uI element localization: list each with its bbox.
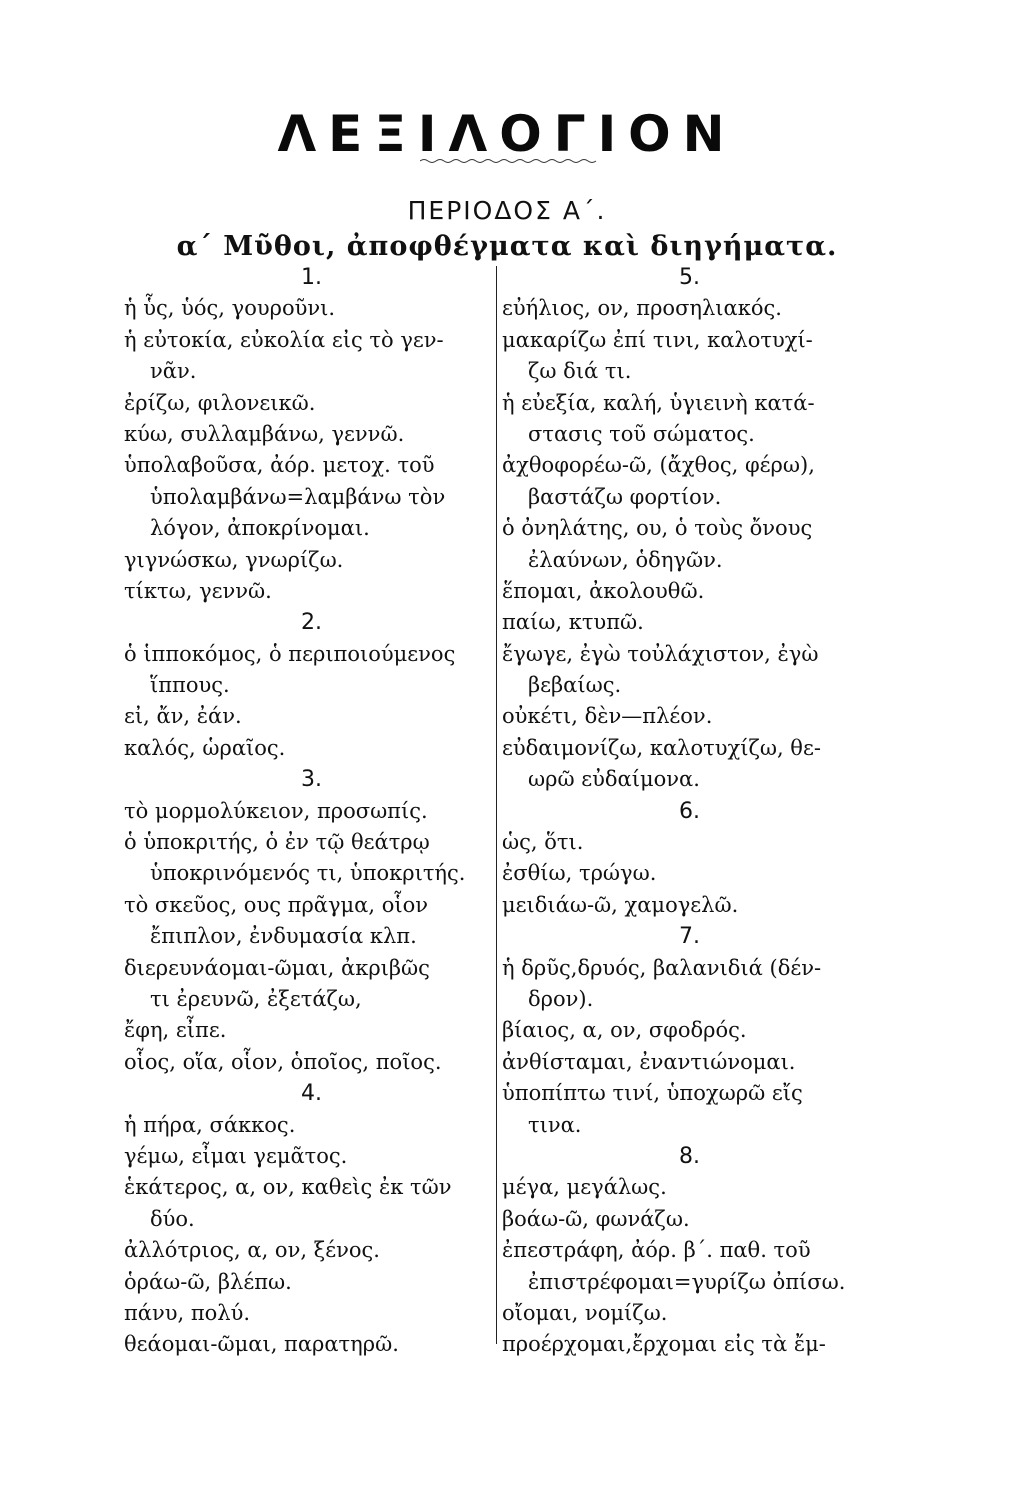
glossary-entry: θεάομαι-ῶμαι, παρατηρῶ. bbox=[124, 1332, 399, 1357]
glossary-entry: οἷος, οἵα, οἷον, ὁποῖος, ποῖος. bbox=[124, 1049, 442, 1074]
entry-continuation: νᾶν. bbox=[150, 359, 197, 384]
glossary-entry: ἀνθίσταμαι, ἐναντιώνομαι. bbox=[502, 1049, 796, 1074]
entry-continuation: στασις τοῦ σώματος. bbox=[528, 421, 755, 446]
glossary-entry: ὁ ὀνηλάτης, ου, ὁ τοὺς ὄνους bbox=[502, 516, 813, 541]
glossary-entry: καλός, ὡραῖος. bbox=[124, 735, 286, 760]
section-number: 3. bbox=[301, 767, 322, 793]
section-number: 8. bbox=[679, 1143, 700, 1169]
entry-continuation: λόγον, ἀποκρίνομαι. bbox=[150, 516, 370, 541]
glossary-entry: μακαρίζω ἐπί τινι, καλοτυχί- bbox=[502, 327, 813, 352]
glossary-entry: παίω, κτυπῶ. bbox=[502, 610, 644, 635]
left-column bbox=[124, 262, 499, 1361]
glossary-entry: πάνυ, πολύ. bbox=[124, 1300, 251, 1325]
glossary-entry: μειδιάω-ῶ, χαμογελῶ. bbox=[502, 892, 739, 917]
glossary-entry: διερευνάομαι-ῶμαι, ἀκριβῶς bbox=[124, 955, 430, 980]
glossary-entry: γιγνώσκω, γνωρίζω. bbox=[124, 547, 344, 572]
section-number: 2. bbox=[301, 610, 322, 636]
glossary-entry: οὐκέτι, δὲν—πλέον. bbox=[502, 704, 713, 729]
glossary-entry: εὐήλιος, ον, προσηλιακός. bbox=[502, 296, 782, 321]
glossary-entry: ἕπομαι, ἀκολουθῶ. bbox=[502, 578, 705, 603]
page-title: ΛΕΞΙΛΟΓΙΟΝ bbox=[277, 105, 737, 163]
entry-continuation: δύο. bbox=[150, 1206, 195, 1231]
glossary-entry: ἑκάτερος, α, ον, καθεὶς ἐκ τῶν bbox=[124, 1175, 452, 1200]
glossary-entry: ἡ εὐεξία, καλή, ὑγιεινὴ κατά- bbox=[502, 390, 815, 415]
entry-continuation: ζω διά τι. bbox=[528, 359, 632, 384]
entry-continuation: ἐλαύνων, ὁδηγῶν. bbox=[528, 547, 723, 572]
entry-continuation: ὑποκρινόμενός τι, ὑποκριτής. bbox=[150, 861, 466, 886]
entry-continuation: ἵππους. bbox=[150, 673, 230, 698]
entry-continuation: δρον). bbox=[528, 986, 594, 1011]
glossary-entry: ἀχθοφορέω-ῶ, (ἄχθος, φέρω), bbox=[502, 453, 815, 478]
glossary-entry: ἐσθίω, τρώγω. bbox=[502, 861, 657, 886]
right-column bbox=[502, 262, 877, 1361]
section-number: 5. bbox=[679, 265, 700, 290]
glossary-entry: προέρχομαι,ἔρχομαι εἰς τὰ ἔμ- bbox=[502, 1332, 826, 1357]
entry-continuation: ωρῶ εὐδαίμονα. bbox=[528, 767, 700, 792]
section-number: 6. bbox=[679, 798, 700, 824]
glossary-entry: κύω, συλλαμβάνω, γεννῶ. bbox=[124, 421, 405, 446]
glossary-entry: ἀλλότριος, α, ον, ξένος. bbox=[124, 1238, 380, 1263]
glossary-entry: ὑπολαβοῦσα, ἀόρ. μετοχ. τοῦ bbox=[124, 453, 435, 478]
glossary-entry: τὸ σκεῦος, ους πρᾶγμα, οἷον bbox=[124, 892, 428, 917]
glossary-entry: εὐδαιμονίζω, καλοτυχίζω, θε- bbox=[502, 735, 821, 760]
glossary-entry: ἡ πήρα, σάκκος. bbox=[124, 1112, 296, 1137]
glossary-entry: οἴομαι, νομίζω. bbox=[502, 1300, 668, 1325]
section-number: 1. bbox=[301, 265, 322, 290]
glossary-entry: ἡ εὐτοκία, εὐκολία εἰς τὸ γεν- bbox=[124, 327, 444, 352]
period-heading: ΠΕΡΙΟΔΟΣ Α΄. bbox=[407, 196, 607, 225]
entry-continuation: βαστάζω φορτίον. bbox=[528, 484, 722, 509]
glossary-entry: ὁ ὑποκριτής, ὁ ἐν τῷ θεάτρῳ bbox=[124, 830, 430, 855]
entry-continuation: βεβαίως. bbox=[528, 673, 622, 698]
glossary-entry: ἔγωγε, ἐγὼ τοὐλάχιστον, ἐγὼ bbox=[502, 641, 819, 666]
glossary-entry: βίαιος, α, ον, σφοδρός. bbox=[502, 1018, 747, 1043]
glossary-entry: ἡ ὗς, ὑός, γουροῦνι. bbox=[124, 296, 336, 321]
glossary-entry: μέγα, μεγάλως. bbox=[502, 1175, 667, 1200]
glossary-entry: ὡς, ὅτι. bbox=[502, 830, 584, 855]
section-number: 4. bbox=[301, 1081, 322, 1107]
glossary-entry: ὁ ἱπποκόμος, ὁ περιποιούμενος bbox=[124, 641, 456, 666]
entry-continuation: τι ἐρευνῶ, ἐξετάζω, bbox=[150, 986, 362, 1011]
glossary-entry: ἐρίζω, φιλονεικῶ. bbox=[124, 390, 316, 415]
glossary-entry: ὁράω-ῶ, βλέπω. bbox=[124, 1269, 292, 1294]
glossary-entry: ὑποπίπτω τινί, ὑποχωρῶ εἴς bbox=[502, 1081, 803, 1106]
glossary-entry: ἐπεστράφη, ἀόρ. β΄. παθ. τοῦ bbox=[502, 1238, 811, 1263]
glossary-entry: γέμω, εἶμαι γεμᾶτος. bbox=[124, 1143, 348, 1168]
entry-continuation: τινα. bbox=[528, 1112, 582, 1137]
glossary-entry: ἔφη, εἶπε. bbox=[124, 1018, 227, 1043]
glossary-entry: εἰ, ἄν, ἐάν. bbox=[124, 704, 242, 729]
section-subtitle: α΄ Μῦθοι, ἀποφθέγματα καὶ διηγήματα. bbox=[176, 231, 838, 262]
section-number: 7. bbox=[679, 924, 700, 950]
glossary-entry: τὸ μορμολύκειον, προσωπίς. bbox=[124, 798, 428, 823]
entry-continuation: ἔπιπλον, ἐνδυμασία κλπ. bbox=[150, 924, 417, 949]
glossary-entry: τίκτω, γεννῶ. bbox=[124, 578, 272, 603]
entry-continuation: ὑπολαμβάνω=λαμβάνω τὸν bbox=[150, 484, 446, 509]
glossary-entry: ἡ δρῦς,δρυός, βαλανιδιά (δέν- bbox=[502, 955, 822, 980]
title-ornament-rule bbox=[420, 158, 600, 164]
glossary-entry: βοάω-ῶ, φωνάζω. bbox=[502, 1206, 690, 1231]
entry-continuation: ἐπιστρέφομαι=γυρίζω ὀπίσω. bbox=[528, 1269, 846, 1294]
